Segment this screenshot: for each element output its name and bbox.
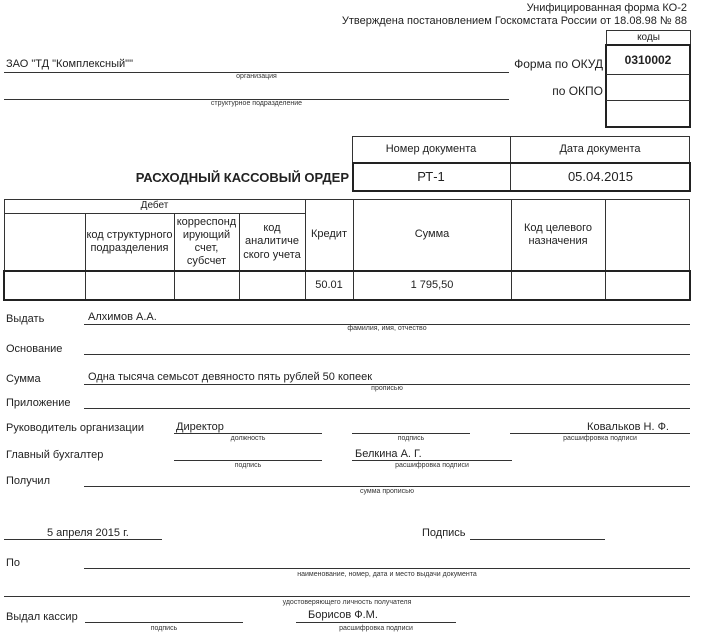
debit-header: Дебет — [140, 200, 169, 211]
organization-name: ЗАО "ТД "Комплексный"" — [6, 58, 133, 70]
signature-label: Подпись — [422, 527, 466, 539]
basis-label: Основание — [6, 343, 63, 355]
by-caption: наименование, номер, дата и место выдачи документа — [297, 571, 477, 578]
amount-caption: прописью — [371, 385, 403, 392]
row-last — [605, 271, 690, 300]
okpo-label: по ОКПО — [552, 84, 603, 98]
codes-title: коды — [637, 32, 660, 43]
organization-caption: организация — [236, 73, 277, 80]
cashier-name-caption: расшифровка подписи — [339, 625, 413, 632]
amount-label: Сумма — [6, 373, 41, 385]
doc-number: РТ-1 — [417, 169, 445, 185]
col-division-code: код структурного подразделения — [86, 228, 173, 254]
okud-value: 0310002 — [624, 53, 672, 67]
accountant-sign-caption: подпись — [234, 462, 262, 469]
doc-date: 05.04.2015 — [567, 169, 634, 185]
received-label: Получил — [6, 475, 50, 487]
head-position-caption: должность — [230, 435, 266, 442]
head-label: Руководитель организации — [6, 422, 145, 434]
approval-note: Утверждена постановлением Госкомстата России от 18.08.98 № 88 — [341, 15, 687, 27]
doc-date-label: Дата документа — [559, 142, 641, 155]
issue-caption: фамилия, имя, отчество — [347, 325, 427, 332]
received-caption: сумма прописью — [359, 488, 415, 495]
col-credit: Кредит — [310, 228, 347, 241]
row-cell-3 — [174, 271, 239, 300]
doc-title: РАСХОДНЫЙ КАССОВЫЙ ОРДЕР — [135, 170, 349, 185]
row-sum: 1 795,50 — [410, 278, 454, 291]
col-sum: Сумма — [414, 228, 450, 241]
row-cell-1 — [4, 271, 85, 300]
row-purpose — [511, 271, 605, 300]
amount-value: Одна тысяча семьсот девяносто пять рублей 50 копеек — [88, 371, 373, 383]
id-caption: удостоверяющего личность получателя — [282, 599, 412, 606]
head-name: Ковальков Н. Ф. — [587, 421, 669, 433]
cashier-label: Выдал кассир — [6, 611, 78, 623]
cashier-name: Борисов Ф.М. — [308, 609, 378, 621]
col-corr-account: корреспонд ирующий счет, субсчет — [176, 215, 237, 268]
accountant-name-caption: расшифровка подписи — [395, 462, 469, 469]
head-sign-caption: подпись — [397, 435, 425, 442]
division-caption: структурное подразделение — [210, 100, 303, 107]
col-purpose-code: Код целевого назначения — [524, 221, 592, 247]
doc-number-label: Номер документа — [385, 142, 477, 155]
row-cell-2 — [85, 271, 174, 300]
codes-header — [606, 30, 691, 45]
form-name: Унифицированная форма КО-2 — [526, 2, 687, 14]
attachment-label: Приложение — [6, 397, 71, 409]
issue-value: Алхимов А.А. — [88, 311, 157, 323]
row-cell-4 — [239, 271, 305, 300]
issue-label: Выдать — [6, 313, 45, 325]
date-value: 5 апреля 2015 г. — [47, 527, 129, 539]
by-label: По — [6, 557, 21, 569]
head-name-caption: расшифровка подписи — [563, 435, 637, 442]
accountant-name: Белкина А. Г. — [355, 448, 422, 460]
col-empty — [4, 213, 85, 271]
col-analytic-code: код аналитиче ского учета — [243, 222, 301, 261]
head-position: Директор — [176, 421, 224, 433]
accountant-label: Главный бухгалтер — [6, 449, 104, 461]
cashier-sign-caption: подпись — [150, 625, 178, 632]
row-credit: 50.01 — [315, 278, 343, 291]
okud-label: Форма по ОКУД — [514, 57, 603, 71]
